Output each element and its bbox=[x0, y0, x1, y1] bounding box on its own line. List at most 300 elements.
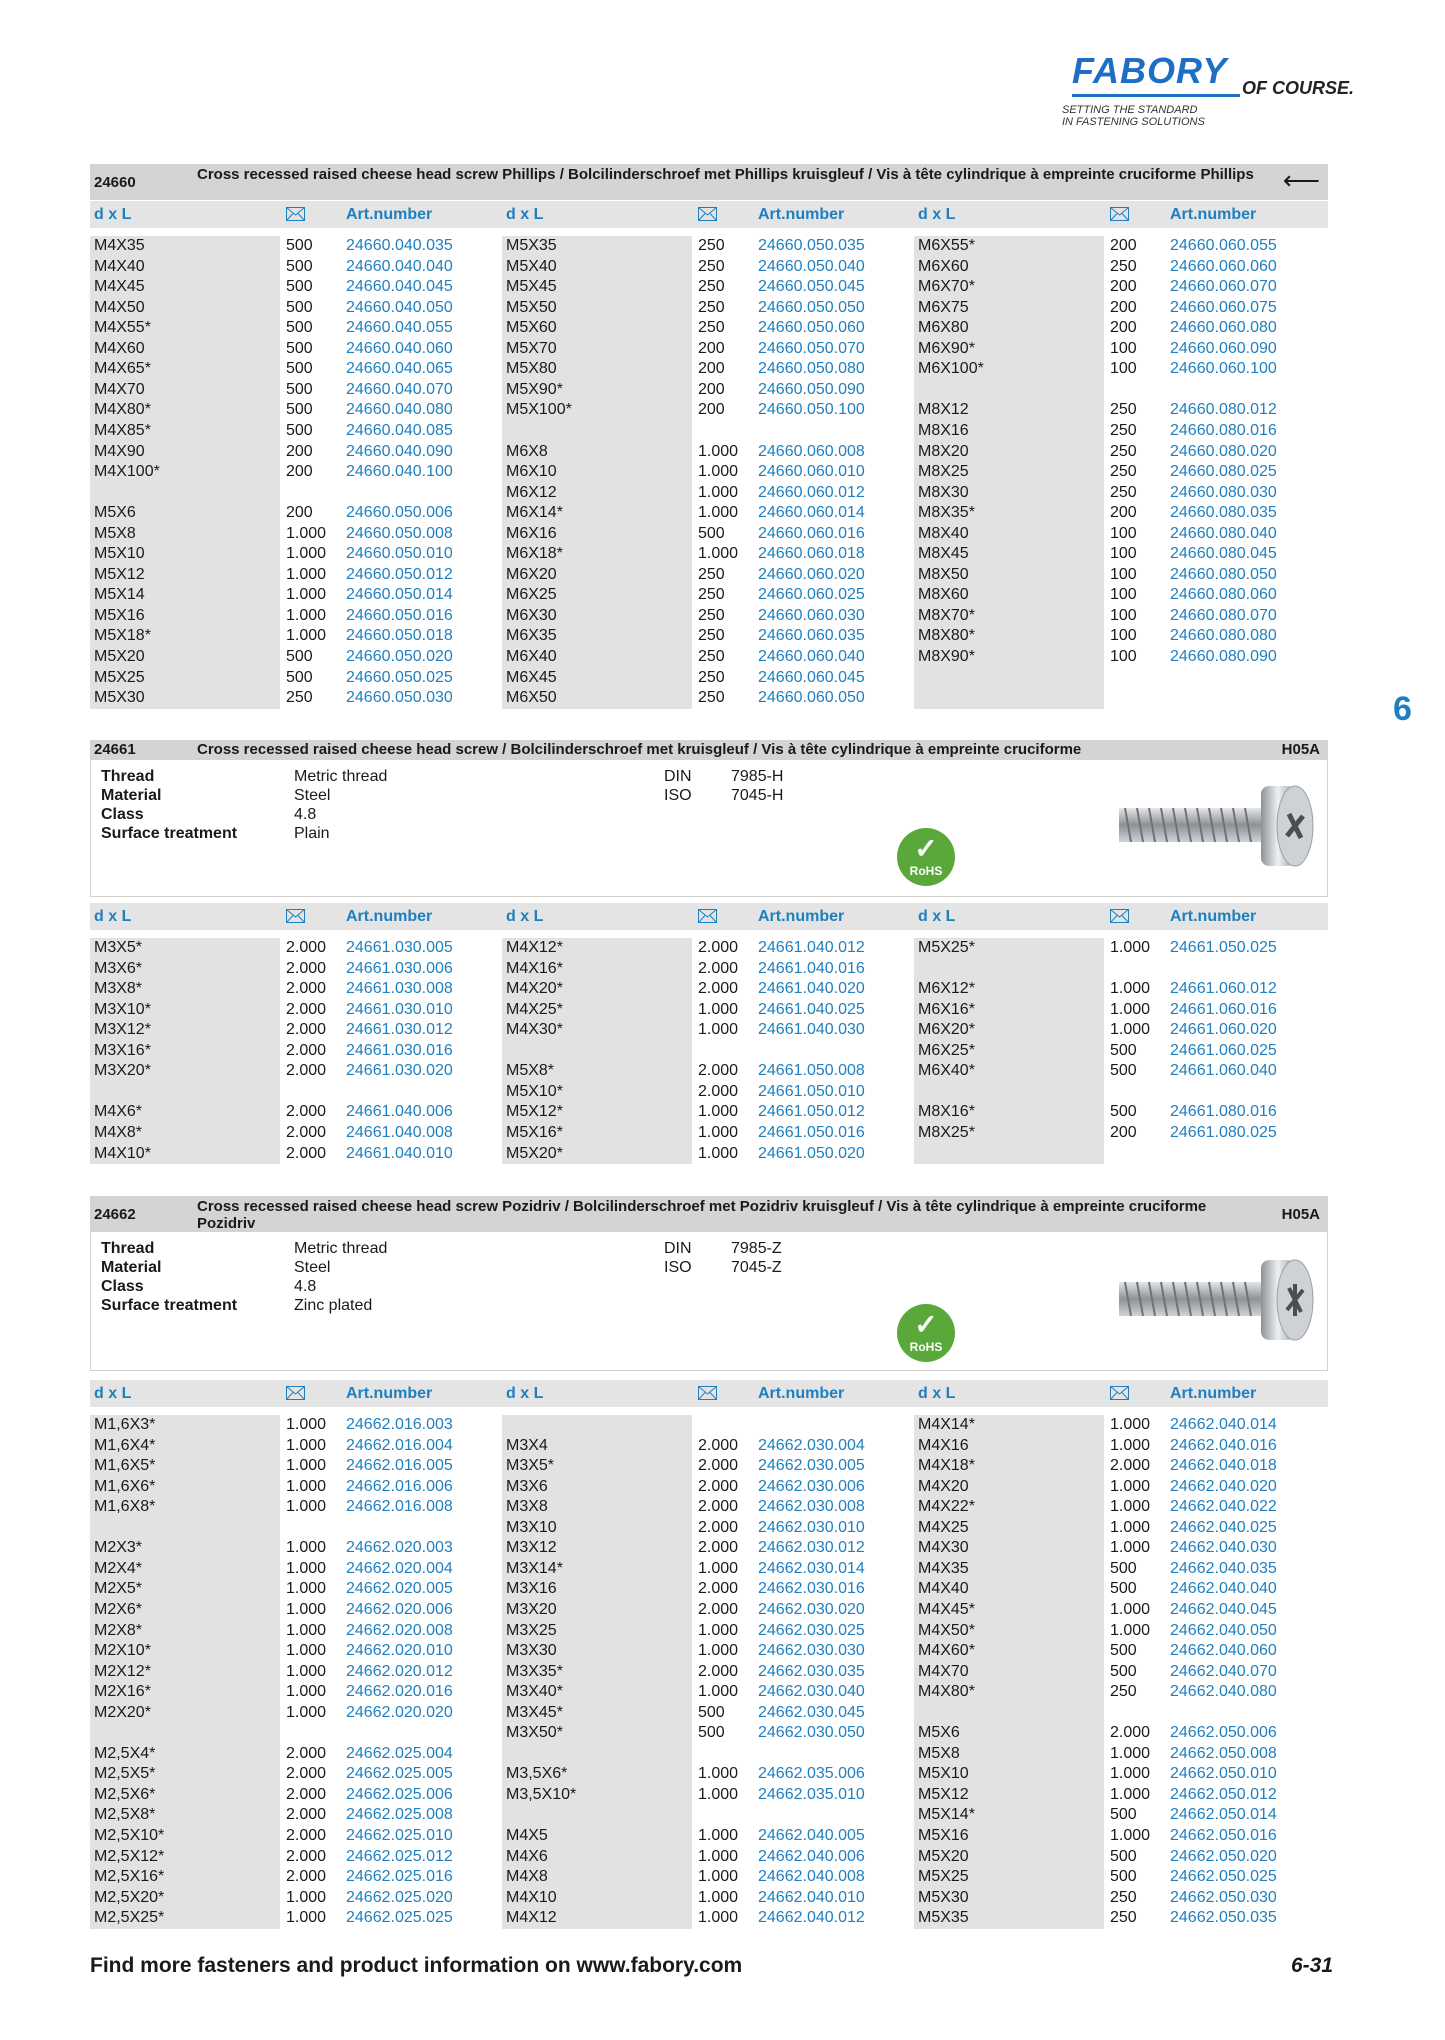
article-number-link[interactable]: 24660.060.060 bbox=[1170, 258, 1277, 275]
article-number-link[interactable]: 24662.030.006 bbox=[758, 1478, 865, 1495]
article-number-link[interactable]: 24662.030.030 bbox=[758, 1642, 865, 1659]
article-number-link[interactable]: 24662.030.035 bbox=[758, 1663, 865, 1680]
quantity-cell: 200 bbox=[1110, 319, 1137, 336]
quantity-cell: 2.000 bbox=[286, 1042, 327, 1059]
section-code: 24661 bbox=[94, 741, 136, 758]
quantity-cell: 500 bbox=[286, 319, 313, 336]
article-number-link[interactable]: 24660.060.070 bbox=[1170, 278, 1277, 295]
quantity-cell: 200 bbox=[1110, 237, 1137, 254]
article-number-link[interactable]: 24661.050.025 bbox=[1170, 939, 1277, 956]
quantity-cell: 2.000 bbox=[286, 1745, 327, 1762]
article-number-link[interactable]: 24660.050.035 bbox=[758, 237, 865, 254]
dimension-cell: M6X16 bbox=[506, 525, 557, 542]
article-number-link[interactable]: 24660.080.080 bbox=[1170, 627, 1277, 644]
quantity-cell: 1.000 bbox=[286, 586, 327, 603]
quantity-cell: 2.000 bbox=[286, 1062, 327, 1079]
class-label: Class bbox=[101, 806, 144, 823]
article-number-link[interactable]: 24662.040.006 bbox=[758, 1848, 865, 1865]
article-number-link[interactable]: 24662.020.012 bbox=[346, 1663, 453, 1680]
article-number-link[interactable]: 24662.020.004 bbox=[346, 1560, 453, 1577]
article-number-link[interactable]: 24660.060.075 bbox=[1170, 299, 1277, 316]
article-number-link[interactable]: 24662.040.035 bbox=[1170, 1560, 1277, 1577]
dimension-cell: M5X10 bbox=[94, 545, 145, 562]
dimension-cell: M2X3* bbox=[94, 1539, 143, 1556]
quantity-cell: 250 bbox=[1110, 1889, 1137, 1906]
article-number-link[interactable]: 24662.025.016 bbox=[346, 1868, 453, 1885]
article-number-link[interactable]: 24661.050.010 bbox=[758, 1083, 865, 1100]
article-number-link[interactable]: 24662.025.012 bbox=[346, 1848, 453, 1865]
article-number-link[interactable]: 24662.040.050 bbox=[1170, 1622, 1277, 1639]
article-number-link[interactable]: 24662.050.035 bbox=[1170, 1909, 1277, 1926]
dimension-cell: M4X8 bbox=[506, 1868, 548, 1885]
quantity-cell: 1.000 bbox=[286, 1539, 327, 1556]
article-number-link[interactable]: 24660.060.055 bbox=[1170, 237, 1277, 254]
article-number-link[interactable]: 24660.050.018 bbox=[346, 627, 453, 644]
dimension-cell: M4X30 bbox=[918, 1539, 969, 1556]
article-number-link[interactable]: 24662.025.025 bbox=[346, 1909, 453, 1926]
article-number-link[interactable]: 24660.050.040 bbox=[758, 258, 865, 275]
article-number-link[interactable]: 24660.040.085 bbox=[346, 422, 453, 439]
article-number-link[interactable]: 24662.050.014 bbox=[1170, 1806, 1277, 1823]
article-number-link[interactable]: 24660.080.050 bbox=[1170, 566, 1277, 583]
article-number-link[interactable]: 24660.050.045 bbox=[758, 278, 865, 295]
article-number-link[interactable]: 24661.040.025 bbox=[758, 1001, 865, 1018]
article-number-link[interactable]: 24660.080.016 bbox=[1170, 422, 1277, 439]
dimension-cell: M6X16* bbox=[918, 1001, 975, 1018]
quantity-cell: 1.000 bbox=[1110, 1478, 1151, 1495]
quantity-cell: 200 bbox=[1110, 1124, 1137, 1141]
article-number-link[interactable]: 24661.030.012 bbox=[346, 1021, 453, 1038]
article-number-link[interactable]: 24661.050.020 bbox=[758, 1145, 865, 1162]
article-number-link[interactable]: 24660.080.030 bbox=[1170, 484, 1277, 501]
dimension-cell: M8X45 bbox=[918, 545, 969, 562]
article-number-link[interactable]: 24661.030.006 bbox=[346, 960, 453, 977]
dimension-cell: M3X8 bbox=[506, 1498, 548, 1515]
article-number-link[interactable]: 24662.016.004 bbox=[346, 1437, 453, 1454]
article-number-link[interactable]: 24661.030.008 bbox=[346, 980, 453, 997]
article-number-link[interactable]: 24662.050.012 bbox=[1170, 1786, 1277, 1803]
article-number-link[interactable]: 24660.050.008 bbox=[346, 525, 453, 542]
article-number-link[interactable]: 24661.060.012 bbox=[1170, 980, 1277, 997]
article-number-link[interactable]: 24660.080.040 bbox=[1170, 525, 1277, 542]
article-number-link[interactable]: 24661.080.016 bbox=[1170, 1103, 1277, 1120]
dimension-cell: M5X25* bbox=[918, 939, 975, 956]
column-header-24660 bbox=[90, 201, 1328, 228]
article-number-link[interactable]: 24660.060.025 bbox=[758, 586, 865, 603]
quantity-cell: 250 bbox=[698, 586, 725, 603]
dimension-cell: M4X55* bbox=[94, 319, 151, 336]
dimension-cell: M5X50 bbox=[506, 299, 557, 316]
page-number: 6-31 bbox=[1290, 1954, 1333, 1977]
quantity-cell: 1.000 bbox=[1110, 1021, 1151, 1038]
dimension-cell: M4X8* bbox=[94, 1124, 143, 1141]
dimension-cell: M6X8 bbox=[506, 443, 548, 460]
article-number-link[interactable]: 24660.060.016 bbox=[758, 525, 865, 542]
article-number-link[interactable]: 24662.030.050 bbox=[758, 1724, 865, 1741]
article-number-link[interactable]: 24661.040.012 bbox=[758, 939, 865, 956]
quantity-cell: 1.000 bbox=[1110, 1498, 1151, 1515]
spec-box-24662 bbox=[90, 1232, 1328, 1371]
article-number-link[interactable]: 24660.040.065 bbox=[346, 360, 453, 377]
article-number-link[interactable]: 24661.040.016 bbox=[758, 960, 865, 977]
dimension-cell: M5X16* bbox=[506, 1124, 563, 1141]
article-number-link[interactable]: 24661.030.010 bbox=[346, 1001, 453, 1018]
article-number-link[interactable]: 24660.050.012 bbox=[346, 566, 453, 583]
quantity-cell: 1.000 bbox=[1110, 1519, 1151, 1536]
article-number-link[interactable]: 24662.040.012 bbox=[758, 1909, 865, 1926]
quantity-cell: 200 bbox=[698, 381, 725, 398]
dimension-cell: M3X25 bbox=[506, 1622, 557, 1639]
quantity-cell: 1.000 bbox=[698, 1103, 739, 1120]
article-number-link[interactable]: 24662.030.045 bbox=[758, 1704, 865, 1721]
article-number-link[interactable]: 24662.050.025 bbox=[1170, 1868, 1277, 1885]
section-norm-code: H05A bbox=[1281, 1206, 1320, 1223]
article-number-link[interactable]: 24660.080.020 bbox=[1170, 443, 1277, 460]
dimension-cell: M3X8* bbox=[94, 980, 143, 997]
article-number-link[interactable]: 24660.040.070 bbox=[346, 381, 453, 398]
section-norm-code: H05A bbox=[1281, 741, 1320, 758]
article-number-link[interactable]: 24660.080.060 bbox=[1170, 586, 1277, 603]
dimension-cell: M5X20* bbox=[506, 1145, 563, 1162]
column-header-24662 bbox=[90, 1380, 1328, 1407]
article-number-link[interactable]: 24660.060.050 bbox=[758, 689, 865, 706]
footer-text[interactable]: Find more fasteners and product information on www.fabory.com bbox=[90, 1954, 743, 1977]
article-number-link[interactable]: 24662.020.008 bbox=[346, 1622, 453, 1639]
article-number-link[interactable]: 24662.040.070 bbox=[1170, 1663, 1277, 1680]
dimension-cell: M2X8* bbox=[94, 1622, 143, 1639]
article-number-link[interactable]: 24661.060.025 bbox=[1170, 1042, 1277, 1059]
quantity-cell: 250 bbox=[698, 258, 725, 275]
article-number-link[interactable]: 24660.060.090 bbox=[1170, 340, 1277, 357]
dimension-cell: M2,5X16* bbox=[94, 1868, 165, 1885]
dimension-cell: M2,5X4* bbox=[94, 1745, 156, 1762]
article-number-link[interactable]: 24660.050.016 bbox=[346, 607, 453, 624]
rohs-badge-icon: ✓ RoHS bbox=[897, 1304, 955, 1362]
dimension-cell: M5X40 bbox=[506, 258, 557, 275]
article-number-link[interactable]: 24662.050.016 bbox=[1170, 1827, 1277, 1844]
dimension-cell: M4X20* bbox=[506, 980, 563, 997]
article-number-link[interactable]: 24661.050.008 bbox=[758, 1062, 865, 1079]
article-number-link[interactable]: 24660.060.012 bbox=[758, 484, 865, 501]
quantity-cell: 2.000 bbox=[698, 1478, 739, 1495]
article-number-link[interactable]: 24662.040.005 bbox=[758, 1827, 865, 1844]
quantity-cell: 1.000 bbox=[698, 1622, 739, 1639]
article-number-link[interactable]: 24662.020.005 bbox=[346, 1580, 453, 1597]
article-number-link[interactable]: 24660.060.010 bbox=[758, 463, 865, 480]
article-number-link[interactable]: 24662.040.010 bbox=[758, 1889, 865, 1906]
article-number-link[interactable]: 24660.040.100 bbox=[346, 463, 453, 480]
screw-pozidriv-image bbox=[1111, 1254, 1321, 1344]
class-value: 4.8 bbox=[294, 806, 317, 823]
article-number-link[interactable]: 24660.060.014 bbox=[758, 504, 865, 521]
article-number-link[interactable]: 24660.060.008 bbox=[758, 443, 865, 460]
quantity-cell: 1.000 bbox=[698, 1889, 739, 1906]
dimension-cell: M6X45 bbox=[506, 669, 557, 686]
article-number-link[interactable]: 24662.030.008 bbox=[758, 1498, 865, 1515]
article-number-link[interactable]: 24662.025.010 bbox=[346, 1827, 453, 1844]
quantity-cell: 500 bbox=[286, 648, 313, 665]
dimension-cell: M4X10* bbox=[94, 1145, 151, 1162]
quantity-cell: 500 bbox=[1110, 1868, 1137, 1885]
thread-value: Metric thread bbox=[294, 1240, 388, 1257]
article-number-link[interactable]: 24660.040.040 bbox=[346, 258, 453, 275]
article-number-link[interactable]: 24660.050.020 bbox=[346, 648, 453, 665]
quantity-cell: 2.000 bbox=[286, 960, 327, 977]
article-number-link[interactable]: 24662.040.020 bbox=[1170, 1478, 1277, 1495]
dimension-cell: M2X16* bbox=[94, 1683, 151, 1700]
quantity-cell: 250 bbox=[698, 648, 725, 665]
article-number-link[interactable]: 24660.050.050 bbox=[758, 299, 865, 316]
article-number-link[interactable]: 24660.040.050 bbox=[346, 299, 453, 316]
article-number-link[interactable]: 24660.050.080 bbox=[758, 360, 865, 377]
article-number-link[interactable]: 24662.050.006 bbox=[1170, 1724, 1277, 1741]
article-number-link[interactable]: 24661.050.016 bbox=[758, 1124, 865, 1141]
article-number-link[interactable]: 24660.040.060 bbox=[346, 340, 453, 357]
dimension-cell: M3X50* bbox=[506, 1724, 563, 1741]
article-number-link[interactable]: 24660.050.030 bbox=[346, 689, 453, 706]
article-number-link[interactable]: 24662.040.060 bbox=[1170, 1642, 1277, 1659]
quantity-cell: 2.000 bbox=[698, 1519, 739, 1536]
article-number-link[interactable]: 24661.060.020 bbox=[1170, 1021, 1277, 1038]
quantity-cell: 200 bbox=[286, 463, 313, 480]
dimension-cell: M6X25* bbox=[918, 1042, 975, 1059]
class-value: 4.8 bbox=[294, 1278, 317, 1295]
dimension-cell: M3X12 bbox=[506, 1539, 557, 1556]
article-number-link[interactable]: 24660.040.035 bbox=[346, 237, 453, 254]
article-number-link[interactable]: 24660.050.060 bbox=[758, 319, 865, 336]
article-number-link[interactable]: 24660.060.018 bbox=[758, 545, 865, 562]
article-number-link[interactable]: 24660.050.010 bbox=[346, 545, 453, 562]
article-number-link[interactable]: 24660.050.014 bbox=[346, 586, 453, 603]
article-number-link[interactable]: 24660.060.030 bbox=[758, 607, 865, 624]
dimension-cell: M5X8 bbox=[918, 1745, 960, 1762]
quantity-cell: 1.000 bbox=[286, 566, 327, 583]
article-number-link[interactable]: 24660.060.035 bbox=[758, 627, 865, 644]
quantity-cell: 1.000 bbox=[698, 1560, 739, 1577]
article-number-link[interactable]: 24660.040.055 bbox=[346, 319, 453, 336]
article-number-link[interactable]: 24660.050.090 bbox=[758, 381, 865, 398]
article-number-link[interactable]: 24662.030.025 bbox=[758, 1622, 865, 1639]
article-number-link[interactable]: 24660.050.025 bbox=[346, 669, 453, 686]
article-number-link[interactable]: 24660.050.006 bbox=[346, 504, 453, 521]
quantity-cell: 250 bbox=[698, 627, 725, 644]
dimension-cell: M5X100* bbox=[506, 401, 572, 418]
article-number-link[interactable]: 24662.020.020 bbox=[346, 1704, 453, 1721]
article-number-link[interactable]: 24662.040.080 bbox=[1170, 1683, 1277, 1700]
logo-suffix: OF COURSE. bbox=[1242, 78, 1355, 98]
article-number-link[interactable]: 24660.040.090 bbox=[346, 443, 453, 460]
article-number-link[interactable]: 24661.060.016 bbox=[1170, 1001, 1277, 1018]
dimension-cell: M3X10 bbox=[506, 1519, 557, 1536]
column-header-artnumber: Art.number bbox=[758, 908, 845, 925]
dimension-cell: M4X45* bbox=[918, 1601, 975, 1618]
iso-label: ISO bbox=[664, 1259, 692, 1276]
article-number-link[interactable]: 24662.030.010 bbox=[758, 1519, 865, 1536]
dimension-cell: M5X25 bbox=[918, 1868, 969, 1885]
quantity-cell: 2.000 bbox=[698, 1601, 739, 1618]
column-header-24661 bbox=[90, 903, 1328, 930]
quantity-cell: 1.000 bbox=[286, 1622, 327, 1639]
dimension-cell: M4X35 bbox=[94, 237, 145, 254]
article-number-link[interactable]: 24661.040.006 bbox=[346, 1103, 453, 1120]
dimension-cell: M2,5X6* bbox=[94, 1786, 156, 1803]
article-number-link[interactable]: 24660.060.045 bbox=[758, 669, 865, 686]
quantity-cell: 250 bbox=[698, 278, 725, 295]
dimension-cell: M3X30 bbox=[506, 1642, 557, 1659]
column-header-artnumber: Art.number bbox=[758, 206, 845, 223]
column-header-artnumber: Art.number bbox=[346, 1385, 433, 1402]
article-number-link[interactable]: 24662.020.006 bbox=[346, 1601, 453, 1618]
article-number-link[interactable]: 24662.025.008 bbox=[346, 1806, 453, 1823]
article-number-link[interactable]: 24660.060.020 bbox=[758, 566, 865, 583]
article-number-link[interactable]: 24662.050.030 bbox=[1170, 1889, 1277, 1906]
article-number-link[interactable]: 24660.080.070 bbox=[1170, 607, 1277, 624]
mail-icon bbox=[1110, 1386, 1129, 1400]
article-number-link[interactable]: 24661.050.012 bbox=[758, 1103, 865, 1120]
article-number-link[interactable]: 24662.016.005 bbox=[346, 1457, 453, 1474]
dimension-cell: M2,5X12* bbox=[94, 1848, 165, 1865]
article-number-link[interactable]: 24662.030.040 bbox=[758, 1683, 865, 1700]
dimension-cell: M6X60 bbox=[918, 258, 969, 275]
column-header-artnumber: Art.number bbox=[1170, 1385, 1257, 1402]
dimension-cell: M5X45 bbox=[506, 278, 557, 295]
dimension-cell: M4X35 bbox=[918, 1560, 969, 1577]
quantity-cell: 1.000 bbox=[286, 1704, 327, 1721]
article-number-link[interactable]: 24661.030.020 bbox=[346, 1062, 453, 1079]
thread-label: Thread bbox=[101, 1240, 155, 1257]
dimension-cell: M6X18* bbox=[506, 545, 563, 562]
quantity-cell: 2.000 bbox=[698, 980, 739, 997]
section-header-24661 bbox=[90, 740, 1328, 760]
article-number-link[interactable]: 24662.040.025 bbox=[1170, 1519, 1277, 1536]
article-number-link[interactable]: 24662.025.020 bbox=[346, 1889, 453, 1906]
article-number-link[interactable]: 24661.040.008 bbox=[346, 1124, 453, 1141]
article-number-link[interactable]: 24660.040.045 bbox=[346, 278, 453, 295]
article-number-link[interactable]: 24661.040.020 bbox=[758, 980, 865, 997]
dimension-cell: M5X25 bbox=[94, 669, 145, 686]
column-header-dxl: d x L bbox=[918, 206, 956, 223]
quantity-cell: 250 bbox=[698, 299, 725, 316]
quantity-cell: 200 bbox=[698, 340, 725, 357]
quantity-cell: 2.000 bbox=[286, 1765, 327, 1782]
article-number-link[interactable]: 24660.050.070 bbox=[758, 340, 865, 357]
dimension-cell: M6X14* bbox=[506, 504, 563, 521]
mail-icon bbox=[698, 207, 717, 221]
article-number-link[interactable]: 24662.016.003 bbox=[346, 1416, 453, 1433]
article-number-link[interactable]: 24662.040.016 bbox=[1170, 1437, 1277, 1454]
article-number-link[interactable]: 24662.025.005 bbox=[346, 1765, 453, 1782]
article-number-link[interactable]: 24660.040.080 bbox=[346, 401, 453, 418]
quantity-cell: 500 bbox=[1110, 1042, 1137, 1059]
article-number-link[interactable]: 24661.030.016 bbox=[346, 1042, 453, 1059]
article-number-link[interactable]: 24662.050.010 bbox=[1170, 1765, 1277, 1782]
din-value: 7985-Z bbox=[731, 1240, 782, 1257]
dimension-cell: M4X30* bbox=[506, 1021, 563, 1038]
article-number-link[interactable]: 24660.050.100 bbox=[758, 401, 865, 418]
article-number-link[interactable]: 24662.030.014 bbox=[758, 1560, 865, 1577]
dimension-cell: M6X35 bbox=[506, 627, 557, 644]
column-header-dxl: d x L bbox=[94, 908, 132, 925]
article-number-link[interactable]: 24661.030.005 bbox=[346, 939, 453, 956]
article-number-link[interactable]: 24662.040.040 bbox=[1170, 1580, 1277, 1597]
dimension-cell: M2,5X8* bbox=[94, 1806, 156, 1823]
dimension-cell: M5X20 bbox=[918, 1848, 969, 1865]
quantity-cell: 1.000 bbox=[698, 1827, 739, 1844]
quantity-cell: 100 bbox=[1110, 360, 1137, 377]
dimension-cell: M6X40* bbox=[918, 1062, 975, 1079]
article-number-link[interactable]: 24662.040.030 bbox=[1170, 1539, 1277, 1556]
article-number-link[interactable]: 24662.025.006 bbox=[346, 1786, 453, 1803]
dimension-cell: M5X16 bbox=[94, 607, 145, 624]
article-number-link[interactable]: 24661.060.040 bbox=[1170, 1062, 1277, 1079]
article-number-link[interactable]: 24662.050.008 bbox=[1170, 1745, 1277, 1762]
article-number-link[interactable]: 24662.020.010 bbox=[346, 1642, 453, 1659]
dimension-cell: M3X40* bbox=[506, 1683, 563, 1700]
quantity-cell: 250 bbox=[286, 689, 313, 706]
dimension-cell: M8X25* bbox=[918, 1124, 975, 1141]
quantity-cell: 1.000 bbox=[698, 443, 739, 460]
article-number-link[interactable]: 24662.030.005 bbox=[758, 1457, 865, 1474]
quantity-cell: 250 bbox=[698, 566, 725, 583]
article-number-link[interactable]: 24661.080.025 bbox=[1170, 1124, 1277, 1141]
article-number-link[interactable]: 24660.080.045 bbox=[1170, 545, 1277, 562]
article-number-link[interactable]: 24660.080.025 bbox=[1170, 463, 1277, 480]
article-number-link[interactable]: 24662.050.020 bbox=[1170, 1848, 1277, 1865]
dimension-cell: M4X80* bbox=[94, 401, 151, 418]
back-arrow-icon[interactable]: ⟵ bbox=[1282, 165, 1320, 195]
article-number-link[interactable]: 24661.040.030 bbox=[758, 1021, 865, 1038]
article-number-link[interactable]: 24662.030.004 bbox=[758, 1437, 865, 1454]
dimension-cell: M2X12* bbox=[94, 1663, 151, 1680]
article-number-link[interactable]: 24662.025.004 bbox=[346, 1745, 453, 1762]
article-number-link[interactable]: 24660.060.080 bbox=[1170, 319, 1277, 336]
article-number-link[interactable]: 24662.040.045 bbox=[1170, 1601, 1277, 1618]
article-number-link[interactable]: 24662.016.008 bbox=[346, 1498, 453, 1515]
article-number-link[interactable]: 24662.020.003 bbox=[346, 1539, 453, 1556]
article-number-link[interactable]: 24662.030.016 bbox=[758, 1580, 865, 1597]
article-number-link[interactable]: 24662.040.018 bbox=[1170, 1457, 1277, 1474]
article-number-link[interactable]: 24660.080.035 bbox=[1170, 504, 1277, 521]
column-header-artnumber: Art.number bbox=[1170, 206, 1257, 223]
article-number-link[interactable]: 24662.016.006 bbox=[346, 1478, 453, 1495]
dimension-cell: M3X16 bbox=[506, 1580, 557, 1597]
article-number-link[interactable]: 24662.030.020 bbox=[758, 1601, 865, 1618]
quantity-cell: 1.000 bbox=[698, 1145, 739, 1162]
article-number-link[interactable]: 24662.040.022 bbox=[1170, 1498, 1277, 1515]
article-number-link[interactable]: 24662.020.016 bbox=[346, 1683, 453, 1700]
rohs-label: RoHS bbox=[909, 1340, 943, 1354]
article-number-link[interactable]: 24660.080.012 bbox=[1170, 401, 1277, 418]
dimension-cell: M1,6X8* bbox=[94, 1498, 156, 1515]
article-number-link[interactable]: 24662.040.008 bbox=[758, 1868, 865, 1885]
section-title: Cross recessed raised cheese head screw / Bolcilinderschroef met kruisgleuf / Vis à tête cylindrique à empreinte cruciforme bbox=[197, 741, 1082, 758]
article-number-link[interactable]: 24660.080.090 bbox=[1170, 648, 1277, 665]
quantity-cell: 1.000 bbox=[698, 1868, 739, 1885]
column-header-dxl: d x L bbox=[94, 206, 132, 223]
dimension-cell: M4X85* bbox=[94, 422, 151, 439]
article-number-link[interactable]: 24660.060.040 bbox=[758, 648, 865, 665]
article-number-link[interactable]: 24662.040.014 bbox=[1170, 1416, 1277, 1433]
article-number-link[interactable]: 24660.060.100 bbox=[1170, 360, 1277, 377]
article-number-link[interactable]: 24661.040.010 bbox=[346, 1145, 453, 1162]
article-number-link[interactable]: 24662.030.012 bbox=[758, 1539, 865, 1556]
chapter-tab[interactable]: 6 bbox=[1393, 690, 1412, 728]
section-header-24662 bbox=[90, 1196, 1328, 1232]
article-number-link[interactable]: 24662.035.010 bbox=[758, 1786, 865, 1803]
article-number-link[interactable]: 24662.035.006 bbox=[758, 1765, 865, 1782]
material-value: Steel bbox=[294, 1259, 331, 1276]
dimension-cell: M4X25* bbox=[506, 1001, 563, 1018]
